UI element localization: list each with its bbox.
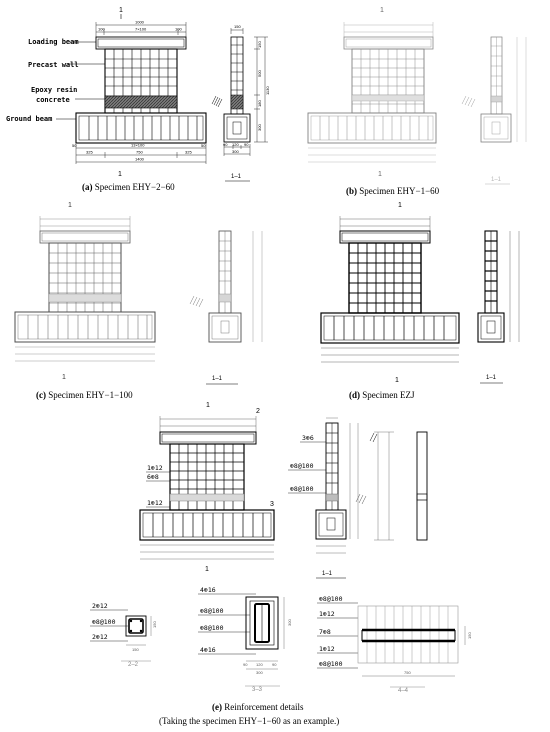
dim-top-total: 1000 [135,19,144,25]
sec44-r5: ⊕8@100 [319,660,343,668]
rebar-r1: 1⊕12 [147,464,163,472]
sec-h4: 300 [257,124,262,131]
dim-bot-center: 750 [136,149,143,155]
section-mark-top: 1 [119,7,123,14]
label-precast-wall: Precast wall [28,61,79,69]
sec44-r2: 1⊕12 [319,610,335,618]
section-mark-top: 1 [68,202,72,209]
sec33-w2: 120 [256,662,263,667]
caption-e: (e) Reinforcement details [212,702,304,712]
rebar-s2: ⊕8@100 [290,462,314,470]
sec44-r1: ⊕8@100 [319,595,343,603]
section-label-e: 1–1 [322,571,333,577]
sec-w3: 90 [244,142,249,147]
dim-top-mid: 7×100 [135,26,147,32]
section-label-d: 1–1 [486,375,497,381]
dim-bot-right: 325 [185,149,192,155]
dim-bot-left: 325 [86,149,93,155]
ground-beam [76,113,206,143]
section-mark-bottom: 1 [118,171,122,178]
sec33-total: 300 [256,670,263,675]
panel-b [308,7,526,184]
caption-a: (a) Specimen EHY−2−60 [82,182,175,192]
section-mark-3: 3 [270,501,274,508]
section-label-b: 1–1 [491,177,502,183]
panel-e [90,402,472,694]
label-ground-beam: Ground beam [6,115,53,123]
sec33-bot: 4⊕16 [200,646,216,654]
sec22-label: 2–2 [128,662,139,668]
sec33-w1: 90 [243,662,248,667]
sec22-mid: ⊕8@100 [92,618,116,626]
sec-h3: 180 [257,100,262,107]
section-3-3 [198,586,292,693]
section-4-4 [317,595,472,694]
epoxy-zone [105,96,177,108]
sec44-label: 4–4 [398,688,409,694]
ground-beam-stirrups [89,116,197,140]
sec22-bot: 2⊕12 [92,633,108,641]
sec22-dim-w: 150 [132,647,139,652]
sec44-r3: 7⊕8 [319,628,331,636]
dim-bot-total: 1400 [135,156,144,162]
dim-edge-a: 50 [72,143,77,148]
label-epoxy-2: concrete [36,96,70,104]
dim-top-left: 100 [98,26,105,32]
rebar-s3: ⊕8@100 [290,485,314,493]
sec44-dim-w: 750 [404,670,411,675]
label-loading-beam: Loading beam [28,38,79,46]
section-mark-top: 1 [398,202,402,209]
section-mark-bottom: 1 [378,171,382,178]
rebar-s1: 3⊕6 [302,434,314,442]
dim-top-right: 100 [175,26,182,32]
section-mark-2: 2 [256,408,260,415]
sec-h2: 500 [257,70,262,77]
sec-w-total: 300 [232,149,239,154]
sec44-r4: 1⊕12 [319,645,335,653]
section-mark-bottom: 1 [395,377,399,384]
rebar-r3: 1⊕12 [147,499,163,507]
sec33-mid1: ⊕8@100 [200,607,224,615]
caption-e-note: (Taking the specimen EHY−1−60 as an example.) [159,716,340,726]
sec33-dim-h: 300 [287,619,292,626]
sec44-dim-h: 150 [467,632,472,639]
sec-w2: 120 [232,142,239,147]
dim-edge-b: 50 [201,143,206,148]
sec33-label: 3–3 [252,687,263,693]
section-label-c: 1–1 [212,376,223,382]
label-epoxy-1: Epoxy resin [31,86,78,94]
sec-w1: 90 [223,142,228,147]
section-2-2 [90,602,157,668]
sec-top: 150 [234,24,241,29]
panel-d [321,202,519,384]
sec33-mid2: ⊕8@100 [200,624,224,632]
sec-h1: 150 [257,41,262,48]
sec22-top: 2⊕12 [92,602,108,610]
section-mark-bottom: 1 [205,566,209,573]
sec33-w3: 90 [272,662,277,667]
section-mark-bottom: 1 [62,374,66,381]
section-mark-top: 1 [206,402,210,409]
sec33-top: 4⊕16 [200,586,216,594]
caption-d: (d) Specimen EZJ [349,390,415,400]
dim-bot-mid: 13×100 [131,142,145,148]
section-mark-top: 1 [380,7,384,14]
sec-total: 1130 [265,86,270,95]
panel-a [6,7,270,192]
caption-b: (b) Specimen EHY−1−60 [346,186,440,196]
section-label-a: 1–1 [231,174,242,180]
section-1-1-a [212,24,270,156]
panel-c [15,202,262,381]
rebar-r2: 6⊕8 [147,473,159,481]
sec22-dim-h: 150 [152,621,157,628]
caption-c: (c) Specimen EHY−1−100 [36,390,133,400]
